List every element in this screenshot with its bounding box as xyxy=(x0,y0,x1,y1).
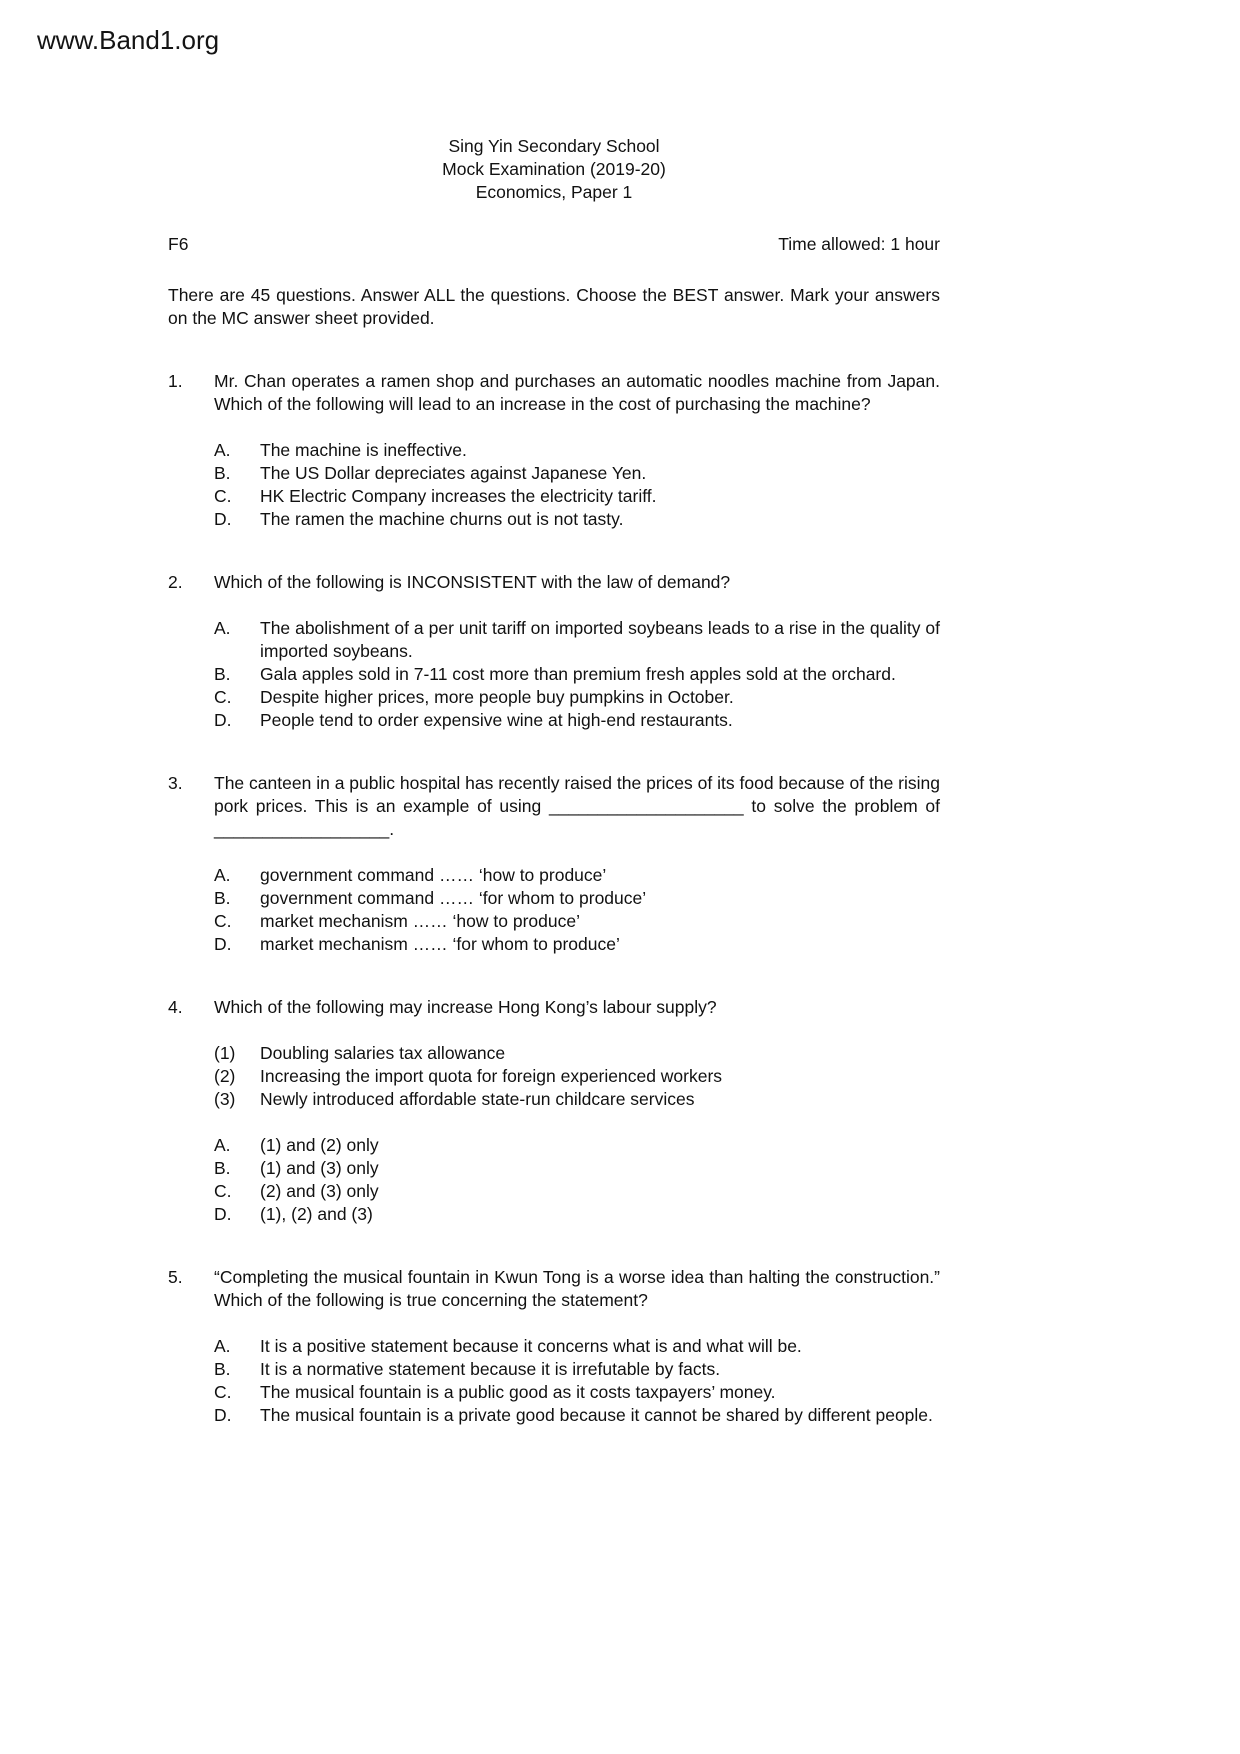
options-list xyxy=(214,617,940,732)
option-label: D. xyxy=(214,1204,232,1224)
option-label: B. xyxy=(214,888,231,908)
option-label: D. xyxy=(214,1405,232,1425)
statement-text: Newly introduced affordable state-run childcare services xyxy=(260,1089,695,1109)
option-label: C. xyxy=(214,687,232,707)
option-c xyxy=(214,686,940,709)
statement-text: Doubling salaries tax allowance xyxy=(260,1043,506,1063)
option-label: B. xyxy=(214,1359,231,1379)
option-text: People tend to order expensive wine at high-end restaurants. xyxy=(260,710,733,730)
option-label: C. xyxy=(214,1181,232,1201)
statement-label: (3) xyxy=(214,1089,236,1109)
option-a xyxy=(214,864,940,887)
watermark: www.Band1.org xyxy=(37,25,220,55)
option-b xyxy=(214,663,940,686)
question-number: 1. xyxy=(168,371,183,391)
option-text: (1), (2) and (3) xyxy=(260,1204,373,1224)
question-text: “Completing the musical fountain in Kwun Tong is a worse idea than halting the construction.” Which of the following is true concerning the statement? xyxy=(214,1267,940,1310)
question-5 xyxy=(168,1266,940,1427)
option-text: (1) and (2) only xyxy=(260,1135,379,1155)
option-label: B. xyxy=(214,664,231,684)
options-list xyxy=(214,1134,940,1226)
title-block xyxy=(168,135,940,204)
option-c xyxy=(214,1180,940,1203)
option-d xyxy=(214,1404,940,1427)
option-text: The US Dollar depreciates against Japanese Yen. xyxy=(260,463,647,483)
option-text: Despite higher prices, more people buy pumpkins in October. xyxy=(260,687,734,707)
option-label: D. xyxy=(214,934,232,954)
option-b xyxy=(214,1358,940,1381)
option-label: D. xyxy=(214,710,232,730)
statement-label: (2) xyxy=(214,1066,236,1086)
option-text: market mechanism …… ‘how to produce’ xyxy=(260,911,580,931)
option-text: HK Electric Company increases the electricity tariff. xyxy=(260,486,657,506)
option-c xyxy=(214,485,940,508)
meta-row xyxy=(168,233,940,256)
option-a xyxy=(214,1134,940,1157)
option-a xyxy=(214,1335,940,1358)
option-label: C. xyxy=(214,486,232,506)
statement-3 xyxy=(214,1088,940,1111)
option-text: (2) and (3) only xyxy=(260,1181,379,1201)
question-text: The canteen in a public hospital has recently raised the prices of its food because of the rising pork prices. This is an example of using ____________________ to solve the problem of __________________. xyxy=(214,773,940,839)
page-content xyxy=(168,135,940,1427)
question-text: Mr. Chan operates a ramen shop and purchases an automatic noodles machine from Japan. Which of the following will lead to an increase in the cost of purchasing the machine? xyxy=(214,371,940,414)
option-label: A. xyxy=(214,618,231,638)
exam-name: Mock Examination (2019-20) xyxy=(442,159,666,179)
options-list xyxy=(214,439,940,531)
options-list xyxy=(214,1335,940,1427)
option-text: government command …… ‘for whom to produce’ xyxy=(260,888,647,908)
option-text: Gala apples sold in 7-11 cost more than premium fresh apples sold at the orchard. xyxy=(260,664,896,684)
option-b xyxy=(214,887,940,910)
question-text: Which of the following is INCONSISTENT with the law of demand? xyxy=(214,572,731,592)
option-label: A. xyxy=(214,440,231,460)
question-3 xyxy=(168,772,940,956)
option-text: The ramen the machine churns out is not tasty. xyxy=(260,509,624,529)
statement-list xyxy=(214,1042,940,1111)
option-a xyxy=(214,617,940,663)
option-label: A. xyxy=(214,1336,231,1356)
question-number: 5. xyxy=(168,1267,183,1287)
statement-2 xyxy=(214,1065,940,1088)
question-4 xyxy=(168,996,940,1226)
statement-label: (1) xyxy=(214,1043,236,1063)
option-d xyxy=(214,933,940,956)
option-text: The machine is ineffective. xyxy=(260,440,467,460)
option-d xyxy=(214,1203,940,1226)
option-text: government command …… ‘how to produce’ xyxy=(260,865,607,885)
question-1 xyxy=(168,370,940,531)
statement-1 xyxy=(214,1042,940,1065)
option-label: C. xyxy=(214,1382,232,1402)
option-label: B. xyxy=(214,1158,231,1178)
question-text: Which of the following may increase Hong Kong’s labour supply? xyxy=(214,997,717,1017)
statement-text: Increasing the import quota for foreign experienced workers xyxy=(260,1066,723,1086)
time-allowed: Time allowed: 1 hour xyxy=(778,234,940,254)
option-text: The musical fountain is a public good as it costs taxpayers’ money. xyxy=(260,1382,776,1402)
option-text: It is a positive statement because it concerns what is and what will be. xyxy=(260,1336,802,1356)
option-text: (1) and (3) only xyxy=(260,1158,379,1178)
option-label: C. xyxy=(214,911,232,931)
school-name: Sing Yin Secondary School xyxy=(448,136,660,156)
option-d xyxy=(214,508,940,531)
instructions: There are 45 questions. Answer ALL the questions. Choose the BEST answer. Mark your answers on the MC answer sheet provided. xyxy=(168,285,940,328)
question-number: 4. xyxy=(168,997,183,1017)
option-a xyxy=(214,439,940,462)
question-2 xyxy=(168,571,940,732)
option-label: A. xyxy=(214,1135,231,1155)
option-c xyxy=(214,1381,940,1404)
option-d xyxy=(214,709,940,732)
option-b xyxy=(214,1157,940,1180)
question-number: 3. xyxy=(168,773,183,793)
option-label: A. xyxy=(214,865,231,885)
option-label: D. xyxy=(214,509,232,529)
subject-name: Economics, Paper 1 xyxy=(475,182,633,202)
option-text: The musical fountain is a private good because it cannot be shared by different people. xyxy=(260,1405,933,1425)
option-text: market mechanism …… ‘for whom to produce’ xyxy=(260,934,620,954)
option-c xyxy=(214,910,940,933)
form-level: F6 xyxy=(168,234,189,254)
option-text: The abolishment of a per unit tariff on imported soybeans leads to a rise in the quality of imported soybeans. xyxy=(260,618,940,661)
option-b xyxy=(214,462,940,485)
question-number: 2. xyxy=(168,572,183,592)
option-text: It is a normative statement because it is irrefutable by facts. xyxy=(260,1359,721,1379)
option-label: B. xyxy=(214,463,231,483)
options-list xyxy=(214,864,940,956)
